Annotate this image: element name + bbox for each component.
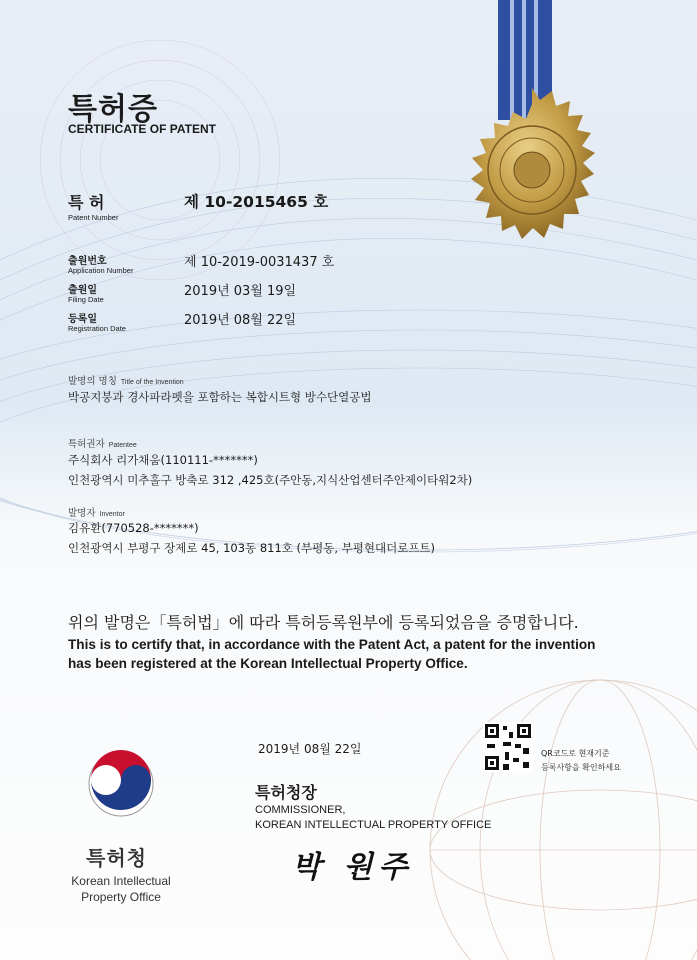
invention-label-en: Title of the Invention [120, 379, 184, 386]
certificate-title-en: CERTIFICATE OF PATENT [68, 122, 216, 136]
invention-title: 박공지붕과 경사파라펫을 포함하는 복합시트형 방수단열공법 [68, 390, 372, 404]
inventor-label-en: Inventor [99, 511, 125, 518]
registration-date-value: 2019년 08월 22일 [184, 313, 297, 328]
filing-date-value: 2019년 03월 19일 [184, 284, 297, 299]
registration-date-label-en: Registration Date [68, 324, 126, 333]
patentee-label-ko: 특허권자 [68, 439, 105, 450]
qr-caption-2: 등록사항을 확인하세요 [541, 763, 621, 772]
commissioner-title-en-2: KOREAN INTELLECTUAL PROPERTY OFFICE [255, 819, 492, 831]
kipo-name-ko: 특허청 [86, 846, 147, 870]
certification-text-en-1: This is to certify that, in accordance with the Patent Act, a patent for the invention [68, 637, 596, 652]
commissioner-title-en-1: COMMISSIONER, [255, 804, 346, 816]
inventor-name: 김유환(770528-*******) [68, 521, 199, 535]
application-number-label-ko: 출원번호 [68, 256, 107, 267]
patentee-label-en: Patentee [108, 442, 137, 449]
qr-code [483, 722, 533, 772]
invention-label-ko: 발명의 명칭 [68, 376, 117, 387]
invention-label [68, 373, 184, 387]
patentee-label [68, 436, 137, 450]
inventor-label-ko: 발명자 [68, 508, 96, 519]
kipo-name-en-2: Property Office [81, 890, 161, 904]
patent-number-value: 제 10-2015465 호 [184, 193, 329, 211]
registration-date-label-ko: 등록일 [68, 314, 97, 325]
application-number-label-en: Application Number [68, 266, 134, 275]
commissioner-signature: 박 원주 [292, 850, 414, 885]
qr-caption-1: QR코드로 현재기준 [541, 749, 610, 758]
kipo-name-en-1: Korean Intellectual [71, 874, 171, 888]
certification-text-ko: 위의 발명은「특허법」에 따라 특허등록원부에 등록되었음을 증명합니다. [68, 613, 579, 632]
filing-date-label-ko: 출원일 [68, 285, 97, 296]
certificate-title-ko: 특허증 [68, 92, 158, 127]
certification-text-en-2: has been registered at the Korean Intellectual Property Office. [68, 656, 468, 671]
inventor-address: 인천광역시 부평구 장제로 45, 103동 811호 (부평동, 부평현대더로프트) [68, 541, 436, 555]
filing-date-label-en: Filing Date [68, 295, 104, 304]
patentee-name: 주식회사 리가채움(110111-*******) [68, 453, 258, 467]
inventor-label [68, 505, 125, 519]
patentee-address: 인천광역시 미추홀구 방축로 312 ,425호(주안동,지식산업센터주안제이타워2차) [68, 473, 473, 487]
patent-number-label-ko: 특 허 [68, 193, 105, 212]
issue-date: 2019년 08월 22일 [258, 742, 362, 756]
commissioner-title-ko: 특허청장 [255, 783, 317, 802]
application-number-value: 제 10-2019-0031437 호 [184, 255, 335, 270]
patent-number-label-en: Patent Number [68, 213, 119, 222]
